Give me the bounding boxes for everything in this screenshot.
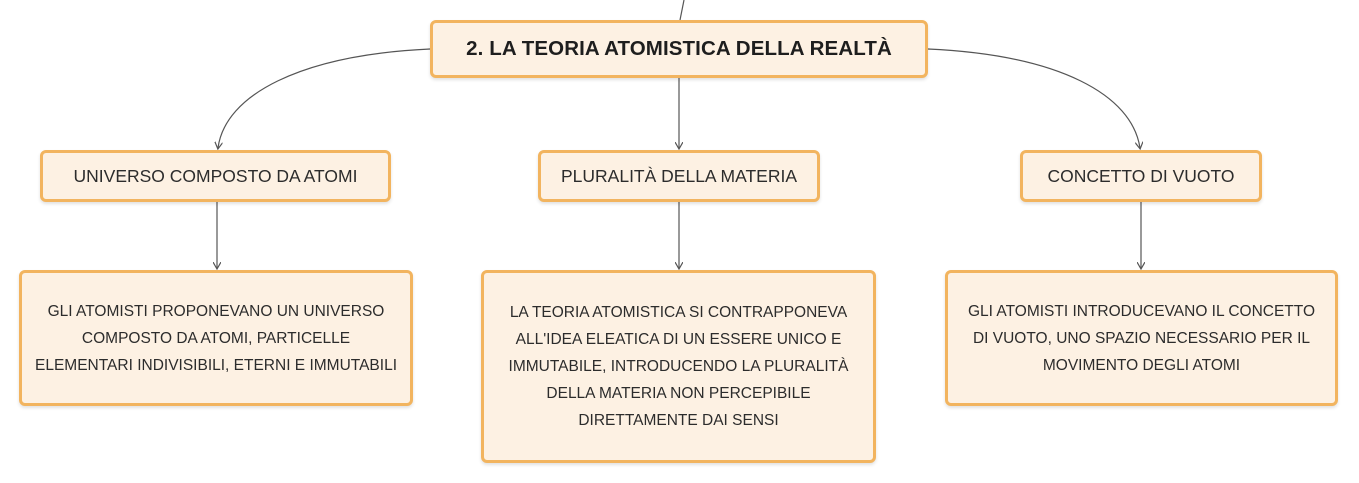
topic-universo-composto-da-atomi[interactable]: UNIVERSO COMPOSTO DA ATOMI (40, 150, 391, 202)
detail-pluralita-della-materia[interactable]: LA TEORIA ATOMISTICA SI CONTRAPPONEVA ALL'IDEA ELEATICA DI UN ESSERE UNICO E IMMUTABILE, INTRODUCENDO LA PLURALITÀ DELLA MATERIA NON PERCEPIBILE DIRETTAMENTE DAI SENSI (481, 270, 876, 463)
connector-root-to-universo (218, 49, 430, 148)
root-topic[interactable]: 2. LA TEORIA ATOMISTICA DELLA REALTÀ (430, 20, 928, 78)
connector-parent-to-root (680, 0, 684, 20)
topic-pluralita-della-materia[interactable]: PLURALITÀ DELLA MATERIA (538, 150, 820, 202)
detail-concetto-di-vuoto[interactable]: GLI ATOMISTI INTRODUCEVANO IL CONCETTO DI VUOTO, UNO SPAZIO NECESSARIO PER IL MOVIMENTO DEGLI ATOMI (945, 270, 1338, 406)
connector-root-to-vuoto (928, 49, 1140, 148)
topic-concetto-di-vuoto[interactable]: CONCETTO DI VUOTO (1020, 150, 1262, 202)
detail-universo-composto-da-atomi[interactable]: GLI ATOMISTI PROPONEVANO UN UNIVERSO COMPOSTO DA ATOMI, PARTICELLE ELEMENTARI INDIVISIBILI, ETERNI E IMMUTABILI (19, 270, 413, 406)
